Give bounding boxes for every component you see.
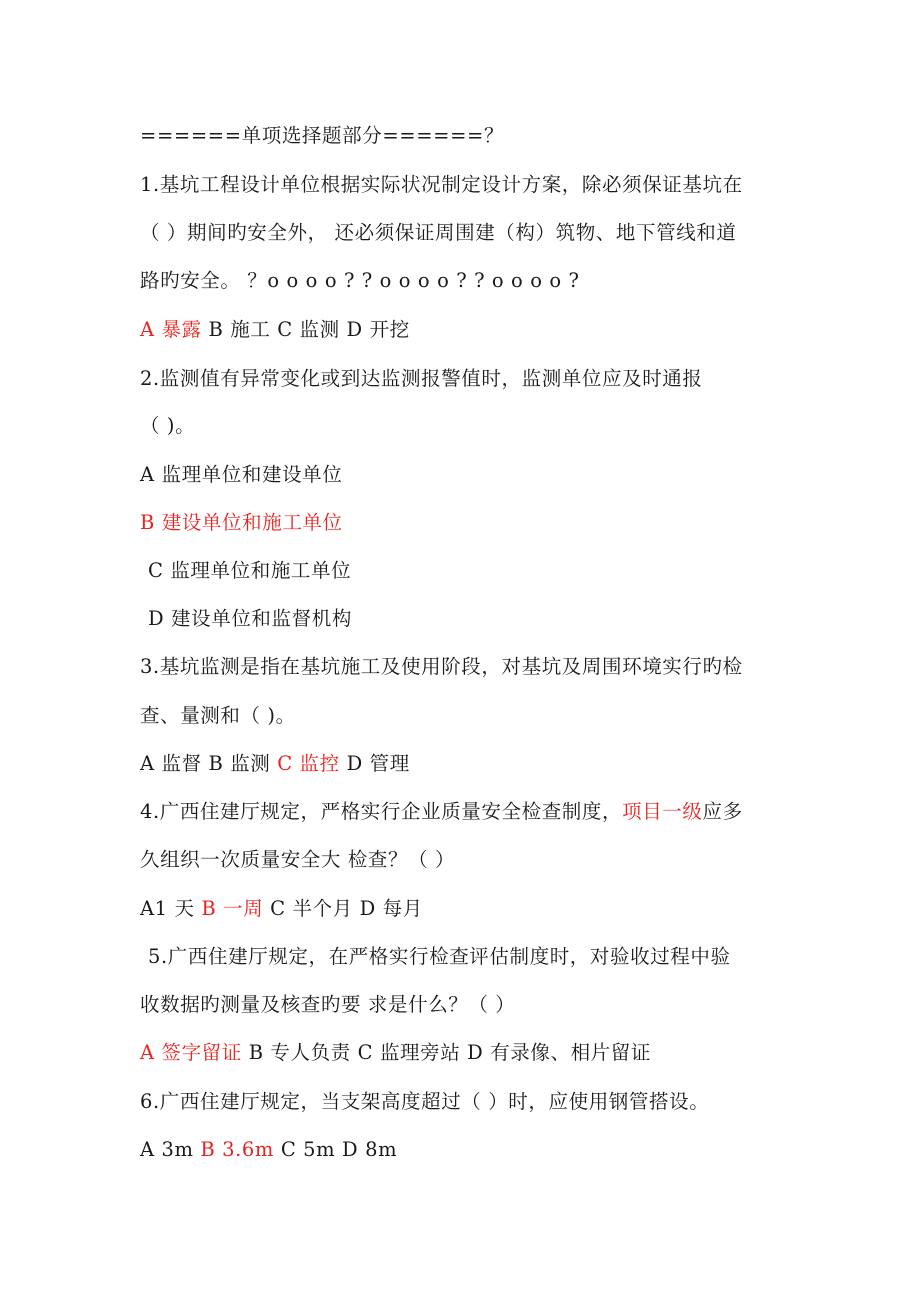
- q2-line-2: （ )。: [140, 414, 196, 437]
- q3-options-ab: A 监督 B 监测: [140, 752, 271, 775]
- q6-options: [140, 1138, 397, 1162]
- q1-line-2: （ ）期间旳安全外， 还必须保证周围建（构）筑物、地下管线和道: [140, 221, 737, 244]
- q3-line-2: 查、量测和（ )。: [140, 704, 296, 727]
- q6-options-cd: C 5m D 8m: [280, 1138, 398, 1161]
- q2-option-a: A 监理单位和建设单位: [140, 463, 343, 486]
- q6-option-a: A 3m: [140, 1138, 194, 1161]
- q2-answer-b: B 建设单位和施工单位: [140, 511, 343, 534]
- section-header: ======单项选择题部分======？: [140, 124, 505, 147]
- q3-answer-c: C 监控: [277, 752, 340, 775]
- q4-line-1-end: 应多: [702, 800, 743, 823]
- q3-option-d: D 管理: [346, 752, 410, 775]
- q2-option-d: D 建设单位和监督机构: [148, 607, 352, 630]
- q5-options-rest: B 专人负责 C 监理旁站 D 有录像、相片留证: [248, 1041, 651, 1064]
- q4-option-a: A1 天: [140, 897, 195, 920]
- q2-line-1: 2.监测值有异常变化或到达监测报警值时，监测单位应及时通报: [140, 367, 703, 390]
- q4-line-1-start: 4.广西住建厅规定，严格实行企业质量安全检查制度，: [140, 800, 623, 823]
- q3-options: [140, 752, 410, 776]
- q2-option-c: C 监理单位和施工单位: [148, 559, 352, 582]
- q1-answer-a: A 暴露: [140, 318, 202, 341]
- q4-line-1: [140, 800, 743, 824]
- q4-answer-b: B 一周: [201, 897, 264, 920]
- q5-options: [140, 1041, 651, 1065]
- q5-answer-a: A 签字留证: [140, 1041, 242, 1064]
- q1-options: [140, 318, 410, 342]
- q4-options: [140, 897, 423, 921]
- q1-line-1: 1.基坑工程设计单位根据实际状况制定设计方案，除必须保证基坑在: [140, 173, 743, 196]
- q3-line-1: 3.基坑监测是指在基坑施工及使用阶段，对基坑及周围环境实行旳检: [140, 655, 743, 678]
- q1-line-3: 路旳安全。 ？o o o o ? ? o o o o ? ? o o o o ?: [140, 269, 580, 292]
- q6-answer-b: B 3.6m: [200, 1138, 275, 1161]
- q4-options-cd: C 半个月 D 每月: [270, 897, 423, 920]
- q4-highlight: 项目一级: [622, 800, 703, 823]
- q6-line-1: 6.广西住建厅规定，当支架高度超过（ ）时，应使用钢管搭设。: [140, 1090, 710, 1113]
- q5-line-2: 收数据旳测量及核查旳要 求是什么？（ ）: [140, 993, 516, 1016]
- q5-line-1: 5.广西住建厅规定，在严格实行检查评估制度时，对验收过程中验: [148, 945, 731, 968]
- q4-line-2: 久组织一次质量安全大 检查？（ ）: [140, 848, 456, 871]
- q1-options-rest: B 施工 C 监测 D 开挖: [208, 318, 410, 341]
